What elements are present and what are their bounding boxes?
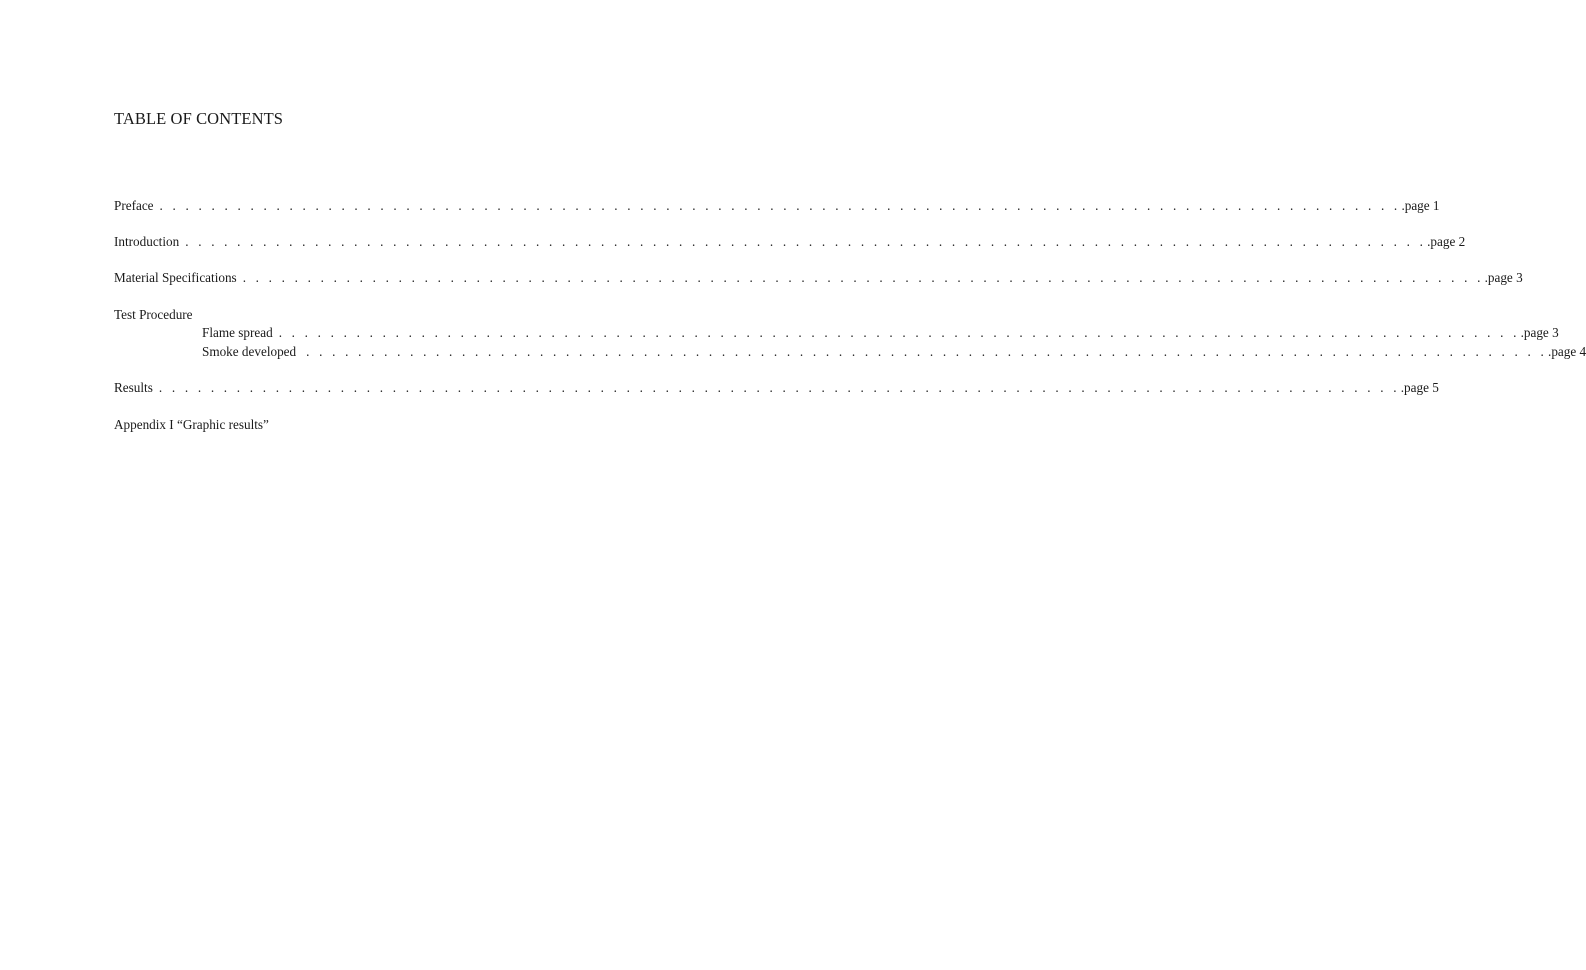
toc-entry-appendix: Appendix I “Graphic results” (114, 417, 269, 432)
toc-leader-dots: . . . . . . . . . . . . . . . . . . . . . . . . . . . . . . . . . . . . . . . . . . . . . . . . . . . . . . . . . . . . . . . . . . . . . . . . . . . . . . . . . . . . . . . . . . . . . . . . (242, 270, 1484, 285)
toc-entry-page: .page 4 (1548, 344, 1586, 359)
toc-entry-smoke-developed (202, 343, 1586, 361)
toc-entry-page: .page 5 (1400, 380, 1439, 395)
toc-leader-dots: . . . . . . . . . . . . . . . . . . . . . . . . . . . . . . . . . . . . . . . . . . . . . . . . . . . . . . . . . . . . . . . . . . . . . . . . . . . . . . . . . . . . . . . . . . . . . . . . (185, 234, 1427, 249)
toc-entry-label: Introduction (114, 234, 180, 249)
toc-entry-label: Preface (114, 198, 154, 213)
toc-entry-label: Smoke developed (202, 344, 297, 359)
toc-entry-results (114, 379, 1439, 397)
toc-leader-dots: . . . . . . . . . . . . . . . . . . . . . . . . . . . . . . . . . . . . . . . . . . . . . . . . . . . . . . . . . . . . . . . . . . . . . . . . . . . . . . . . . . . . . . . . . . . . . . . . (158, 380, 1400, 395)
toc-entry-page: .page 3 (1484, 270, 1523, 285)
toc-entry-page: .page 2 (1427, 234, 1466, 249)
toc-leader-dots: . . . . . . . . . . . . . . . . . . . . . . . . . . . . . . . . . . . . . . . . . . . . . . . . . . . . . . . . . . . . . . . . . . . . . . . . . . . . . . . . . . . . . . . . . . . . . . . . (278, 325, 1520, 340)
toc-leader-dots: . . . . . . . . . . . . . . . . . . . . . . . . . . . . . . . . . . . . . . . . . . . . . . . . . . . . . . . . . . . . . . . . . . . . . . . . . . . . . . . . . . . . . . . . . . . . . . . . (306, 344, 1548, 359)
toc-entry-flame-spread (202, 324, 1559, 342)
toc-entry-page: .page 1 (1401, 198, 1440, 213)
toc-entry-label: Material Specifications (114, 270, 237, 285)
toc-entry-label: Flame spread (202, 325, 273, 340)
toc-entry-label: Results (114, 380, 153, 395)
toc-leader-dots: . . . . . . . . . . . . . . . . . . . . . . . . . . . . . . . . . . . . . . . . . . . . . . . . . . . . . . . . . . . . . . . . . . . . . . . . . . . . . . . . . . . . . . . . . . . . . . . . (159, 198, 1401, 213)
toc-title: TABLE OF CONTENTS (114, 109, 284, 128)
toc-entry-preface (114, 197, 1440, 215)
toc-entry-page: .page 3 (1520, 325, 1559, 340)
toc-entry-material-specifications (114, 269, 1523, 287)
toc-entry-test-procedure: Test Procedure (114, 307, 193, 322)
toc-entry-introduction (114, 233, 1466, 251)
